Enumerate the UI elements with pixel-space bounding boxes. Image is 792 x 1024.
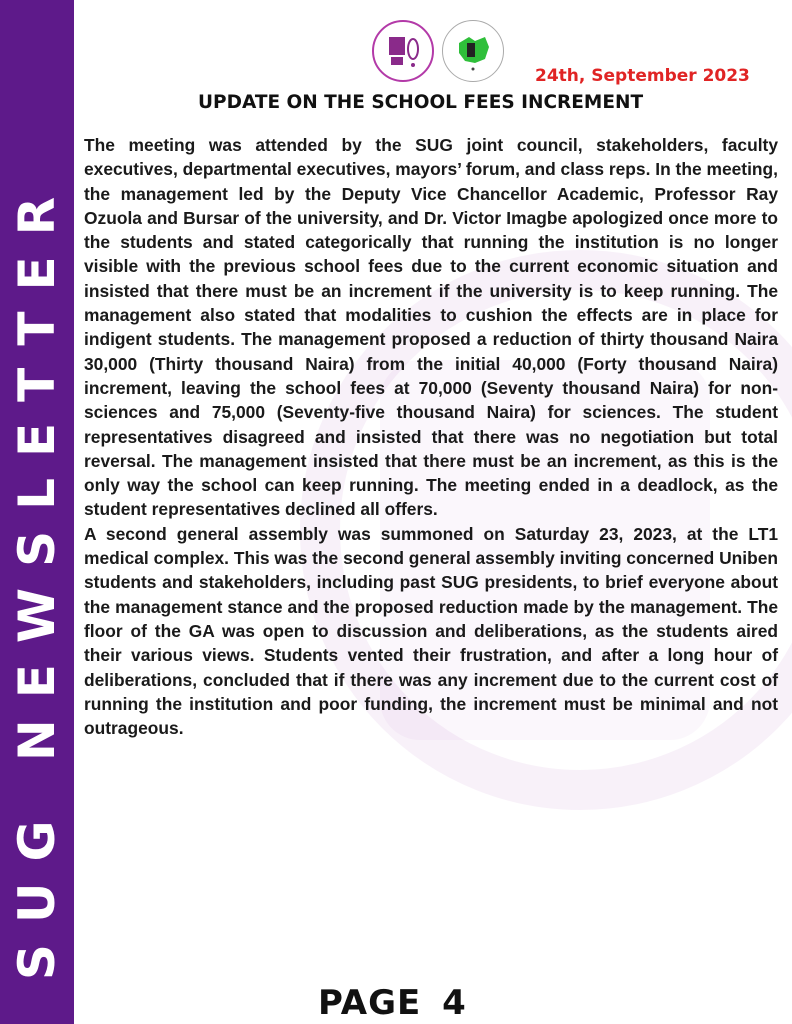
article-paragraph: The meeting was attended by the SUG joint council, stakeholders, faculty executives, departmental executives, mayors’ forum, and class reps. In the meeting, the management led by the Deputy Vice Chancellor Academic, Professor Ray Ozuola and Bursar of the university, and Dr. Victor Imagbe apologized once more to the students and stated categorically that running the institution is no longer visible with the previous school fees due to the current economic situation and insisted that there must be an increment if the university is to keep running. The management also stated that modalities to cushion the effects are in place for indigent students. The management proposed a reduction of thirty thousand Naira 30,000 (Thirty thousand Naira) from the initial 40,000 (Forty thousand Naira) increment, leaving the school fees at 70,000 (Seventy thousand Naira) for non-sciences and 75,000 (Seventy-five thousand Naira) for sciences. The student representatives disagreed and insisted that there was no negotiation but total reversal. The management insisted that there must be an increment, as this is the only way the school can keep running. The meeting ended in a deadlock, as the student representatives declined all offers.	[84, 135, 778, 520]
article-paragraph: A second general assembly was summoned on Saturday 23, 2023, at the LT1 medical complex. This was the second general assembly inviting concerned Uniben students and stakeholders, including past SUG presidents, to brief everyone about the management stance and the proposed reduction made by the management. The floor of the GA was open to discussion and deliberations, as the students aired their various views. Students vented their frustration, and after a long hour of deliberations, concluded that if there was any increment due to the current cost of running the institution and poor funding, the increment must be minimal and not outrageous.	[84, 523, 778, 739]
publication-date: 24th, September 2023	[535, 66, 750, 86]
sidebar-banner	[0, 0, 74, 1024]
sidebar-newsletter-label: SUG NEWSLETTER	[8, 175, 66, 981]
article-body	[84, 133, 778, 740]
sug-uniben-logo-icon	[442, 20, 504, 82]
uniben-crest-icon	[372, 20, 434, 82]
article-title: UPDATE ON THE SCHOOL FEES INCREMENT	[198, 92, 644, 113]
page-number: PAGE 4	[318, 983, 467, 1023]
header-logos	[372, 20, 504, 82]
